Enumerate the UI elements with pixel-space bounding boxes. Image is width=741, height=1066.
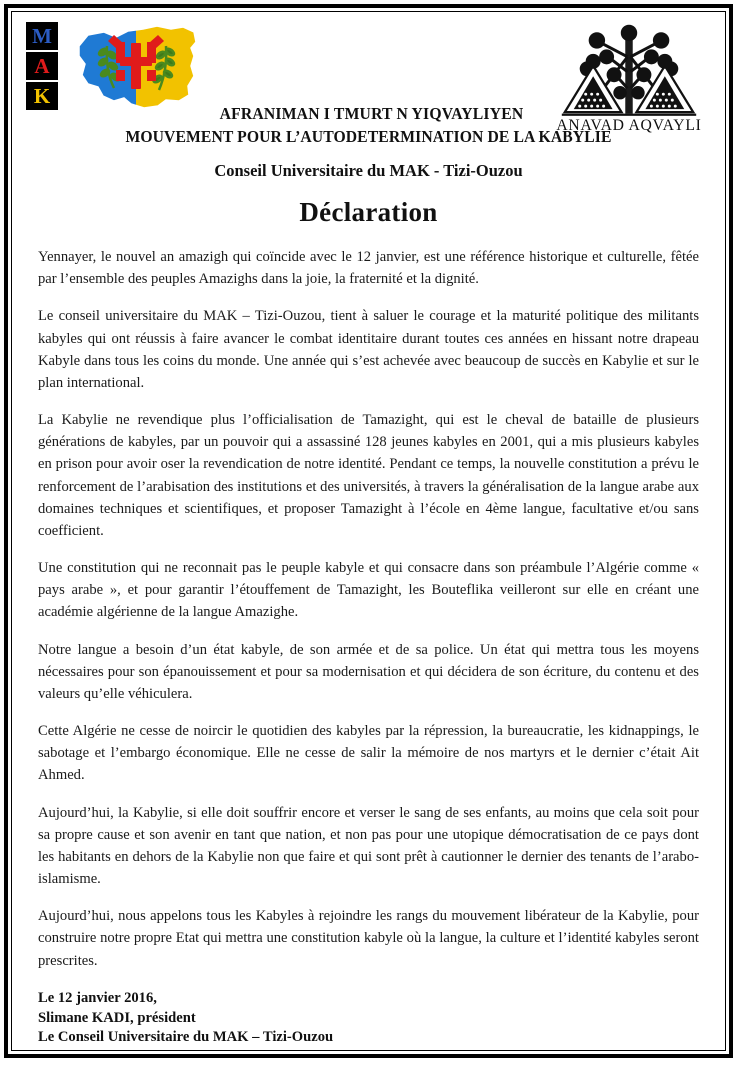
paragraph: La Kabylie ne revendique plus l’officialisation de Tamazight, qui est le cheval de bataille de plusieurs générations de kabyles, par un pouvoir qui a assassiné 128 jeunes kabyles en 2001, qui a mis plusieurs kabyles en prison pour avoir oser la revendication de notre identité. Pendant ce temps, la nouvelle constitution a prévu le renforcement de l’arabisation des institutions et des universités, à travers la généralisation de la langue arabe aux domaines techniques et scientifiques, et proposer Tamazight à l’école en 4ème langue, facultative et/ou sans coefficient. [38, 412, 699, 539]
paragraph: Le conseil universitaire du MAK – Tizi-Ouzou, tient à saluer le courage et la maturité politique des militants kabyles qui ont réussis à faire avancer le combat identitaire durant toutes ces années en hissant notre drapeau Kabyle dans tous les coins du monde. Une année qui s’est achevée avec beaucoup de succès en Kabylie et sur le plan international. [38, 308, 699, 391]
document-page-inner-border [11, 11, 726, 1051]
mak-logo [26, 22, 64, 112]
mak-logo-letter-m: M [26, 22, 58, 50]
paragraph: Yennayer, le nouvel an amazigh qui coïncide avec le 12 janvier, est une référence historique et culturelle, fêtée par l’ensemble des peuples Amazighs dans la joie, la fraternité et la dignité. [38, 249, 699, 288]
document-title: Déclaration [299, 197, 438, 227]
paragraph: Notre langue a besoin d’un état kabyle, de son armée et de sa police. Un état qui mettra tous les moyens nécessaires pour son épanouissement et pour sa modernisation et qui décidera de son écriture, du contenu et des valeurs qu’elle véhiculera. [38, 641, 699, 702]
document-masthead [32, 18, 702, 136]
paragraph: Une constitution qui ne reconnait pas le peuple kabyle et qui consacre dans son préambule l’Algérie comme « pays arabe », et pour garantir l’étouffement de Tamazight, les Bouteflika veilleront sur elle en créant une académie algérienne de la langue Amazighe. [38, 560, 699, 621]
signature-block [38, 989, 699, 1048]
mak-logo-letter-k: K [26, 82, 58, 110]
paragraph: Cette Algérie ne cesse de noircir le quotidien des kabyles par la répression, la bureaucratie, les kidnappings, le sabotage et l’embargo économique. Elle ne cesse de salir la mémoire de nos martyrs et le dernier c’était Ait Ahmed. [38, 723, 699, 784]
signature-date: Le 12 janvier 2016, [38, 989, 157, 1006]
document-body [38, 246, 699, 972]
paragraph: Aujourd’hui, la Kabylie, si elle doit souffrir encore et verser le sang de ses enfants, au moins que cela soit pour sa propre cause et son avenir en tant que nation, et non pas pour une utopique démocratisation de ce pays dont les habitants en dehors de la Kabylie non que faire et qui sont prêt à cautionner le dernier des tenants de l’arabo-islamisme. [38, 804, 699, 888]
org-name-french: MOUVEMENT POUR L’AUTODETERMINATION DE LA KABYLIE [125, 127, 612, 146]
masthead-headlines [38, 104, 699, 124]
mak-logo-letter-a: A [26, 52, 58, 80]
anavad-logo-caption: ANAVAD AQVAYLI [556, 117, 702, 135]
signature-organization: Le Conseil Universitaire du MAK – Tizi-Ouzou [38, 1029, 334, 1046]
signature-name: Slimane KADI, président [38, 1009, 196, 1026]
document-page-frame [4, 4, 733, 1058]
paragraph: Aujourd’hui, nous appelons tous les Kabyles à rejoindre les rangs du mouvement libérateur de la Kabylie, pour construire notre propre Etat qui mettra une constitution kabyle où la langue, la culture et l’identité kabyles seront prescrites. [38, 908, 699, 969]
org-name-tamazight: AFRANIMAN I TMURT N YIQVAYLIYEN [219, 104, 524, 123]
document-content [12, 12, 725, 1050]
council-subtitle: Conseil Universitaire du MAK - Tizi-Ouzou [214, 161, 523, 180]
